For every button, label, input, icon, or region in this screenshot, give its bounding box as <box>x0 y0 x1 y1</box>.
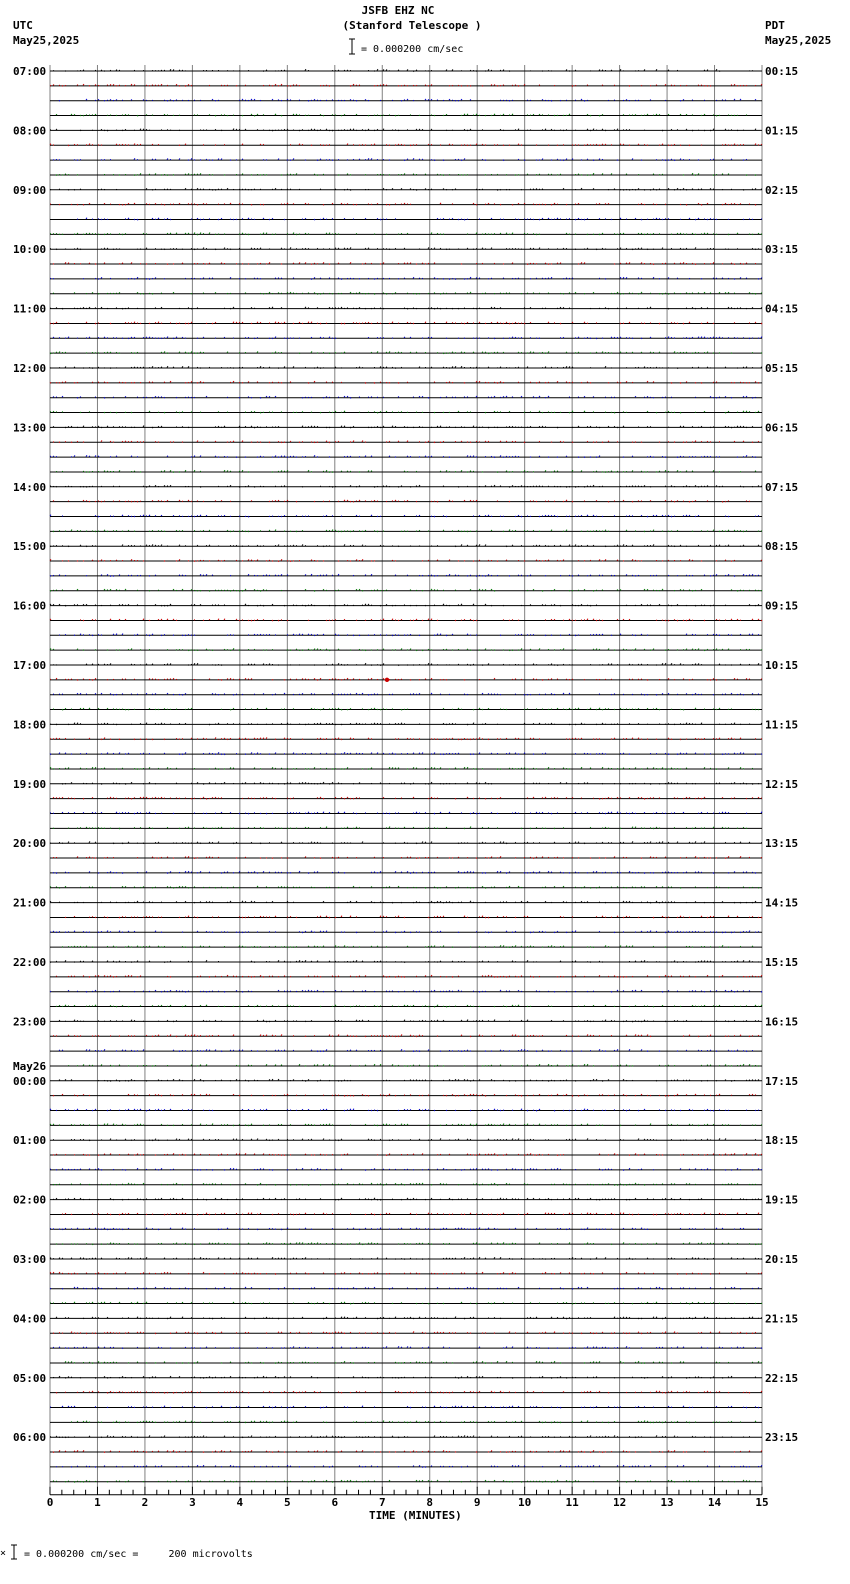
pdt-time-label: 01:15 <box>765 124 799 138</box>
x-tick-label: 7 <box>378 1495 386 1509</box>
pdt-zone-label: PDT <box>765 19 785 32</box>
utc-time-label: 00:00 <box>13 1074 47 1088</box>
x-tick-label: 4 <box>236 1495 244 1509</box>
pdt-time-label: 17:15 <box>765 1074 799 1088</box>
pdt-time-label: 00:15 <box>765 65 799 78</box>
pdt-time-label: 23:15 <box>765 1431 799 1445</box>
pdt-time-label: 13:15 <box>765 837 799 851</box>
pdt-time-label: 19:15 <box>765 1193 799 1207</box>
pdt-date-label: May25,2025 <box>765 34 832 47</box>
utc-time-label: 02:00 <box>13 1193 47 1207</box>
utc-time-label: 12:00 <box>13 362 47 375</box>
utc-time-label: 21:00 <box>13 896 47 910</box>
pdt-time-label: 08:15 <box>765 540 799 554</box>
pdt-time-label: 02:15 <box>765 183 799 197</box>
x-tick-label: 12 <box>612 1495 627 1509</box>
pdt-time-label: 18:15 <box>765 1134 799 1148</box>
utc-date-label: May25,2025 <box>13 34 80 47</box>
utc-time-label: 11:00 <box>13 302 47 316</box>
x-tick-label: 8 <box>426 1495 434 1509</box>
utc-time-label: 23:00 <box>13 1015 47 1029</box>
utc-time-label: 13:00 <box>13 421 47 435</box>
x-tick-label: 9 <box>473 1495 481 1509</box>
utc-time-label: 06:00 <box>13 1431 47 1445</box>
pdt-time-label: 16:15 <box>765 1015 799 1029</box>
pdt-time-label: 05:15 <box>765 362 799 375</box>
utc-time-label: 18:00 <box>13 718 47 732</box>
scale-legend-text: = 0.000200 cm/sec <box>361 44 464 55</box>
utc-time-label: 07:00 <box>13 65 47 78</box>
utc-time-label: 22:00 <box>13 956 47 969</box>
utc-time-label: 16:00 <box>13 599 47 613</box>
pdt-time-label: 04:15 <box>765 302 799 316</box>
pdt-time-label: 11:15 <box>765 718 799 732</box>
x-tick-label: 13 <box>660 1495 674 1509</box>
pdt-time-label: 10:15 <box>765 659 799 672</box>
utc-zone-label: UTC <box>13 19 33 32</box>
station-title: JSFB EHZ NC <box>361 4 435 17</box>
x-tick-label: 2 <box>141 1495 149 1509</box>
x-tick-label: 3 <box>189 1495 196 1509</box>
footer-marker: × <box>0 1548 7 1559</box>
utc-time-label: 19:00 <box>13 777 47 791</box>
x-tick-label: 1 <box>94 1495 101 1509</box>
utc-time-label: 15:00 <box>13 540 47 554</box>
utc-time-label: 20:00 <box>13 837 47 851</box>
x-tick-label: 0 <box>46 1495 54 1509</box>
utc-time-label: 14:00 <box>13 480 47 494</box>
telescope-subtitle: (Stanford Telescope ) <box>342 19 482 32</box>
pdt-time-label: 14:15 <box>765 896 799 910</box>
utc-time-label: 09:00 <box>13 183 47 197</box>
utc-time-label: 08:00 <box>13 124 47 138</box>
x-tick-label: 15 <box>755 1495 769 1509</box>
pdt-time-label: 09:15 <box>765 599 799 613</box>
utc-time-label: 10:00 <box>13 243 47 257</box>
utc-time-label: 04:00 <box>13 1312 47 1326</box>
utc-time-label: 17:00 <box>13 659 47 672</box>
pdt-time-label: 12:15 <box>765 777 799 791</box>
pdt-time-label: 20:15 <box>765 1253 799 1266</box>
x-axis-label: TIME (MINUTES) <box>369 1509 462 1522</box>
pdt-time-label: 15:15 <box>765 956 799 969</box>
utc-time-label: 03:00 <box>13 1253 47 1266</box>
x-tick-label: 6 <box>331 1495 339 1509</box>
pdt-time-label: 22:15 <box>765 1371 799 1385</box>
x-tick-label: 10 <box>518 1495 532 1509</box>
utc-time-label: 05:00 <box>13 1371 47 1385</box>
x-tick-label: 11 <box>565 1495 579 1509</box>
pdt-time-label: 07:15 <box>765 480 799 494</box>
utc-time-label: 01:00 <box>13 1134 47 1148</box>
x-tick-label: 5 <box>284 1495 291 1509</box>
footer-scale-text: = 0.000200 cm/sec = 200 microvolts <box>24 1549 253 1560</box>
pdt-time-label: 03:15 <box>765 243 799 257</box>
pdt-time-label: 21:15 <box>765 1312 799 1326</box>
utc-date-change-label: May26 <box>13 1059 47 1073</box>
x-tick-label: 14 <box>707 1495 722 1509</box>
pdt-time-label: 06:15 <box>765 421 799 435</box>
